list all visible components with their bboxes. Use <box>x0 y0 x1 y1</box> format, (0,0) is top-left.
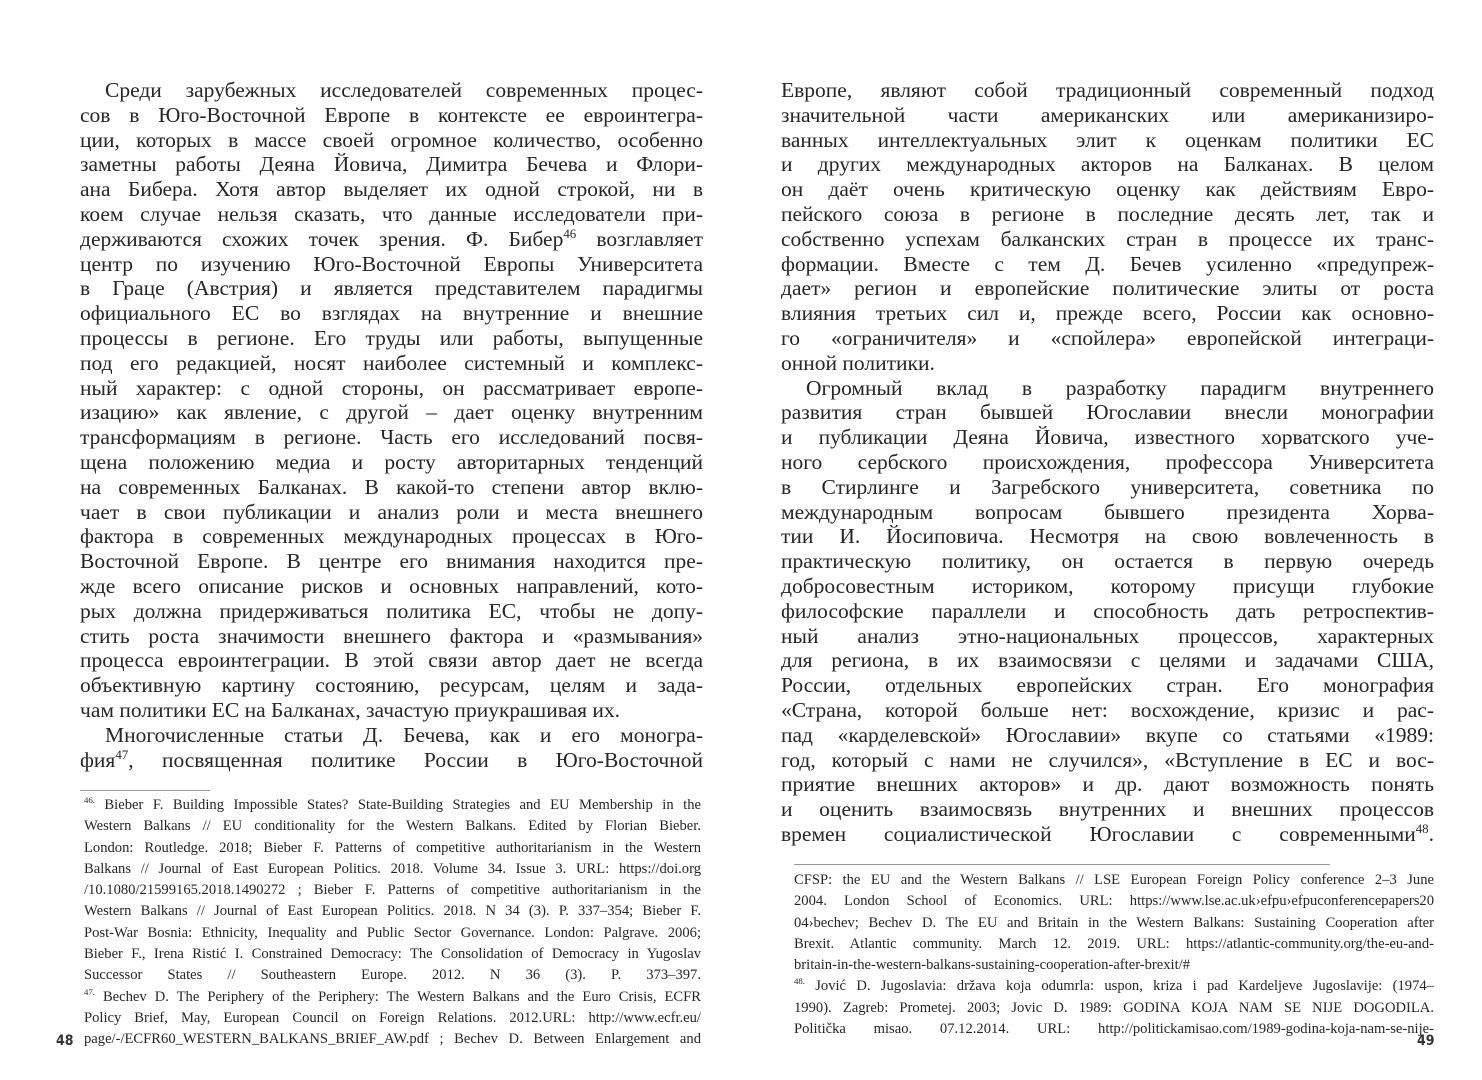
line-text: . <box>1428 821 1434 846</box>
line-text: рых должна придерживаться политика ЕС, чтобы не допу- <box>80 598 703 623</box>
text-line <box>84 965 701 986</box>
text-line <box>84 795 701 816</box>
line-text: чам политики ЕС на Балканах, зачастую приукрашивая их. <box>80 697 621 722</box>
line-text: и других международных акторов на Балканах. В целом <box>781 152 1434 177</box>
text-line <box>781 673 1434 698</box>
line-text: Bieber F., Irena Ristić I. Constrained Democracy: The Consolidation of Democracy in Yugoslav <box>84 946 701 963</box>
text-line <box>80 202 703 227</box>
text-line <box>80 376 703 401</box>
text-line <box>80 425 703 450</box>
line-text: значительной части американских или американизиро- <box>781 102 1434 127</box>
footnote-marker: 46. <box>84 795 95 806</box>
line-text: Bechev D. The Periphery of the Periphery: The Western Balkans and the Euro Crisis, ECFR <box>94 988 701 1005</box>
line-text: стить роста значимости внешнего фактора и «размывания» <box>80 623 703 648</box>
text-line <box>80 276 703 301</box>
page-number-right: 49 <box>1417 1033 1435 1049</box>
line-text: в Граце (Австрия) и является представителем парадигмы <box>80 276 703 301</box>
right-body-text <box>781 78 1434 847</box>
text-line <box>781 152 1434 177</box>
text-line <box>84 923 701 944</box>
line-text: на современных Балканах. В какой-то степени автор вклю- <box>80 474 703 499</box>
line-text: философские параллели и способность дать ретроспектив- <box>781 598 1434 623</box>
left-footnotes <box>84 795 701 1051</box>
text-line <box>84 838 701 859</box>
text-line <box>84 987 701 1008</box>
text-line <box>781 748 1434 773</box>
line-text: ный характер: с одной стороны, он рассматривает европе- <box>80 375 703 400</box>
text-line <box>781 252 1434 277</box>
text-line <box>781 500 1434 525</box>
text-line <box>781 326 1434 351</box>
text-line <box>781 648 1434 673</box>
text-line <box>80 450 703 475</box>
line-text: фактора в современных международных процессах в Юго- <box>80 524 703 549</box>
line-text: щена положению медиа и росту авторитарных тенденций <box>80 449 703 474</box>
text-line <box>80 524 703 549</box>
left-footnote-rule <box>80 790 210 791</box>
line-text: сов в Юго-Восточной Европе в контексте ее евроинтегра- <box>80 102 703 127</box>
text-line <box>84 944 701 965</box>
text-line <box>781 301 1434 326</box>
text-line <box>80 177 703 202</box>
line-text: го «ограничителя» и «спойлера» европейской интеграци- <box>781 325 1434 350</box>
line-text: центр по изучению Юго-Восточной Европы Университета <box>80 251 703 276</box>
line-text: развития стран бывшей Югославии внесли монографии <box>781 400 1434 425</box>
line-text: пад «карделевской» Югославии» вкупе со статьями «1989: <box>781 722 1434 747</box>
line-text: тии И. Йосиповича. Несмотря на свою вовлеченность в <box>781 524 1434 549</box>
line-text: page/-/ECFR60_WESTERN_BALKANS_BRIEF_AW.pdf ; Bechev D. Between Enlargement and <box>84 1031 701 1048</box>
text-line <box>80 400 703 425</box>
text-line <box>781 723 1434 748</box>
right-footnote-rule <box>794 864 1330 865</box>
line-text: ный анализ этно-национальных процессов, характерных <box>781 623 1434 648</box>
text-line <box>794 870 1434 891</box>
text-line <box>80 698 703 723</box>
text-line <box>80 301 703 326</box>
text-line <box>781 128 1434 153</box>
line-text: Европе, являют собой традиционный современный подход <box>781 78 1434 102</box>
text-line <box>781 698 1434 723</box>
line-text: добросовестным историком, которому присущи глубокие <box>781 573 1434 598</box>
line-text: собственно успехам балканских стран в процессе их транс- <box>781 226 1434 251</box>
footnote-marker: 47 <box>115 747 129 762</box>
line-text: практическую политику, он остается в первую очередь <box>781 549 1434 574</box>
line-text: Politička misao. 07.12.2014. URL: http://politickamisao.com/1989-godina-koja-nam-se-nije- <box>794 1021 1434 1038</box>
text-line <box>781 400 1434 425</box>
line-text: 2004. London School of Economics. URL: https://www.lse.ac.uk›efpu›efpuconferencepapers20 <box>794 893 1434 910</box>
line-text: /10.1080/21599165.2018.1490272 ; Bieber F. Patterns of competitive authoritarianism in the <box>84 882 701 899</box>
text-line <box>781 624 1434 649</box>
text-line <box>80 624 703 649</box>
text-line <box>80 152 703 177</box>
footnote-marker: 48. <box>794 976 805 987</box>
line-text: чает в свои публикации и анализ роли и места внешнего <box>80 499 703 524</box>
line-text: ного сербского происхождения, профессора Университета <box>781 449 1434 474</box>
text-line <box>794 1019 1434 1040</box>
line-text: London: Routledge. 2018; Bieber F. Patterns of competitive authoritarianism in the Western <box>84 839 701 856</box>
line-text: времен социалистической Югославии с современными <box>781 821 1416 846</box>
line-text: заметны работы Деяна Йовича, Димитра Бечева и Флори- <box>80 152 703 177</box>
line-text: в Стирлинге и Загребского университета, советника по <box>781 474 1434 499</box>
line-text: ана Бибера. Хотя автор выделяет их одной строкой, ни в <box>80 177 703 202</box>
text-line <box>794 976 1434 997</box>
text-line <box>80 326 703 351</box>
text-line <box>80 252 703 277</box>
line-text: 04›bechev; Bechev D. The EU and Britain in the Western Balkans: Sustaining Cooperation after <box>794 914 1434 931</box>
text-line <box>84 859 701 880</box>
text-line <box>84 1008 701 1029</box>
line-text: Восточной Европе. В центре его внимания находится пре- <box>80 549 703 574</box>
right-footnotes <box>794 870 1434 1040</box>
text-line <box>781 227 1434 252</box>
text-line <box>80 78 703 103</box>
text-line <box>84 1029 701 1050</box>
text-line <box>781 351 1434 376</box>
text-line <box>84 880 701 901</box>
text-line <box>781 574 1434 599</box>
line-text: Jović D. Jugoslavia: država koja odumrla: uspon, kriza i pad Kardeljeve Jugoslavije: (1974– <box>804 978 1434 995</box>
text-line <box>80 723 703 748</box>
line-text: для региона, в их взаимосвязи с целями и задачами США, <box>781 648 1434 673</box>
footnote-marker: 47. <box>84 986 95 997</box>
text-line <box>781 425 1434 450</box>
line-text: ции, которых в массе своей огромное количество, особенно <box>80 127 703 152</box>
text-line <box>794 934 1434 955</box>
line-text: Post-War Bosnia: Ethnicity, Inequality and Public Sector Governance. London: Palgrave. 2006; <box>84 924 701 941</box>
line-text: трансформациям в регионе. Часть его исследований посвя- <box>80 425 703 450</box>
text-line <box>781 78 1434 103</box>
line-text: 1990). Zagreb: Prometej. 2003; Jovic D. 1989: GODINA KOJA NAM SE NIJE DOGODILA. <box>794 999 1434 1016</box>
line-text: влияния третьих сил и, прежде всего, России как основно- <box>781 301 1434 326</box>
text-line <box>80 673 703 698</box>
line-text: процессы в регионе. Его труды или работы, выпущенные <box>80 325 703 350</box>
line-text: онной политики. <box>781 350 935 375</box>
text-line <box>781 549 1434 574</box>
line-text: Bieber F. Building Impossible States? State-Building Strategies and EU Membership in the <box>94 797 701 813</box>
text-line <box>781 772 1434 797</box>
line-text: «Страна, которой больше нет: восхождение, кризис и рас- <box>781 697 1434 722</box>
text-line <box>80 549 703 574</box>
line-text: Огромный вклад в разработку парадигм внутреннего <box>806 375 1434 400</box>
text-line <box>80 351 703 376</box>
line-text: официального ЕС во взглядах на внутренние и внешние <box>80 301 703 326</box>
text-line <box>84 901 701 922</box>
text-line <box>781 599 1434 624</box>
text-line <box>80 574 703 599</box>
text-line <box>794 913 1434 934</box>
text-line <box>781 202 1434 227</box>
text-line <box>794 998 1434 1019</box>
line-text: , посвященная политике России в Юго-Восточной <box>128 747 703 772</box>
line-text: Среди зарубежных исследователей современных процес- <box>105 78 703 102</box>
text-line <box>80 500 703 525</box>
line-text: приятие внешних акторов» и др. дают возможность понять <box>781 772 1434 797</box>
line-text: международным вопросам бывшего президента Хорва- <box>781 499 1434 524</box>
text-line <box>781 177 1434 202</box>
text-line <box>80 599 703 624</box>
line-text: пейского союза в регионе в последние десять лет, так и <box>781 201 1434 226</box>
text-line <box>80 748 703 773</box>
left-body-text <box>80 78 703 772</box>
text-line <box>80 128 703 153</box>
line-text: и публикации Деяна Йовича, известного хорватского уче- <box>781 425 1434 450</box>
line-text: жде всего описание рисков и основных направлений, кото- <box>80 573 703 598</box>
line-text: дает» регион и европейские политические элиты от роста <box>781 276 1434 301</box>
line-text: Balkans // Journal of East European Politics. 2018. Volume 34. Issue 3. URL: https://doi.org <box>84 860 701 877</box>
line-text: под его редакцией, носят наиболее системный и комплекс- <box>80 350 703 375</box>
line-text: britain-in-the-western-balkans-sustaining-cooperation-after-brexit/# <box>794 957 1191 974</box>
line-text: России, отдельных европейских стран. Его монография <box>781 673 1434 698</box>
line-text: ванных интеллектуальных элит к оценкам политики ЕС <box>781 127 1434 152</box>
line-text: объективную картину состоянию, ресурсам, целям и зада- <box>80 673 703 698</box>
text-line <box>84 816 701 837</box>
line-text: Western Balkans // EU conditionality for the Western Balkans. Edited by Florian Bieber. <box>84 818 701 835</box>
text-line <box>80 227 703 252</box>
text-line <box>80 103 703 128</box>
line-text: держиваются схожих точек зрения. Ф. Бибер <box>80 226 564 251</box>
line-text: коем случае нельзя сказать, что данные исследователи при- <box>80 201 703 226</box>
text-line <box>781 524 1434 549</box>
line-text: фия <box>80 747 116 772</box>
line-text: изацию» как явление, с другой – дает оценку внутренним <box>80 400 703 425</box>
text-line <box>80 475 703 500</box>
text-line <box>794 955 1434 976</box>
text-line <box>781 450 1434 475</box>
footnote-marker: 48 <box>1415 821 1429 836</box>
line-text: формации. Вместе с тем Д. Бечев усиленно «предупреж- <box>781 251 1434 276</box>
line-text: возглавляет <box>576 226 704 251</box>
text-line <box>781 103 1434 128</box>
line-text: Многочисленные статьи Д. Бечева, как и его моногра- <box>105 722 703 747</box>
text-line <box>794 891 1434 912</box>
text-line <box>781 797 1434 822</box>
line-text: он даёт очень критическую оценку как действиям Евро- <box>781 177 1434 202</box>
text-line <box>80 648 703 673</box>
text-line <box>781 475 1434 500</box>
line-text: год, который с нами не случился», «Вступление в ЕС и вос- <box>781 747 1434 772</box>
text-line <box>781 822 1434 847</box>
text-line <box>781 376 1434 401</box>
line-text: Brexit. Atlantic community. March 12. 2019. URL: https://atlantic-community.org/the-eu-and- <box>794 935 1434 952</box>
line-text: Successor States // Southeastern Europe. 2012. N 36 (3). P. 373–397. <box>84 967 701 984</box>
line-text: CFSP: the EU and the Western Balkans // LSE European Foreign Policy conference 2–3 June <box>794 872 1434 888</box>
text-line <box>781 276 1434 301</box>
line-text: процесса евроинтеграции. В этой связи автор дает не всегда <box>80 648 703 673</box>
footnote-marker: 46 <box>563 226 577 241</box>
page-number-left: 48 <box>56 1033 74 1049</box>
line-text: Policy Brief, May, European Council on Foreign Relations. 2012.URL: http://www.ecfr.eu/ <box>84 1009 701 1026</box>
line-text: Western Balkans // Journal of East European Politics. 2018. N 34 (3). P. 337–354; Bieber F. <box>84 903 701 920</box>
line-text: и оценить взаимосвязь внутренних и внешних процессов <box>781 797 1434 822</box>
